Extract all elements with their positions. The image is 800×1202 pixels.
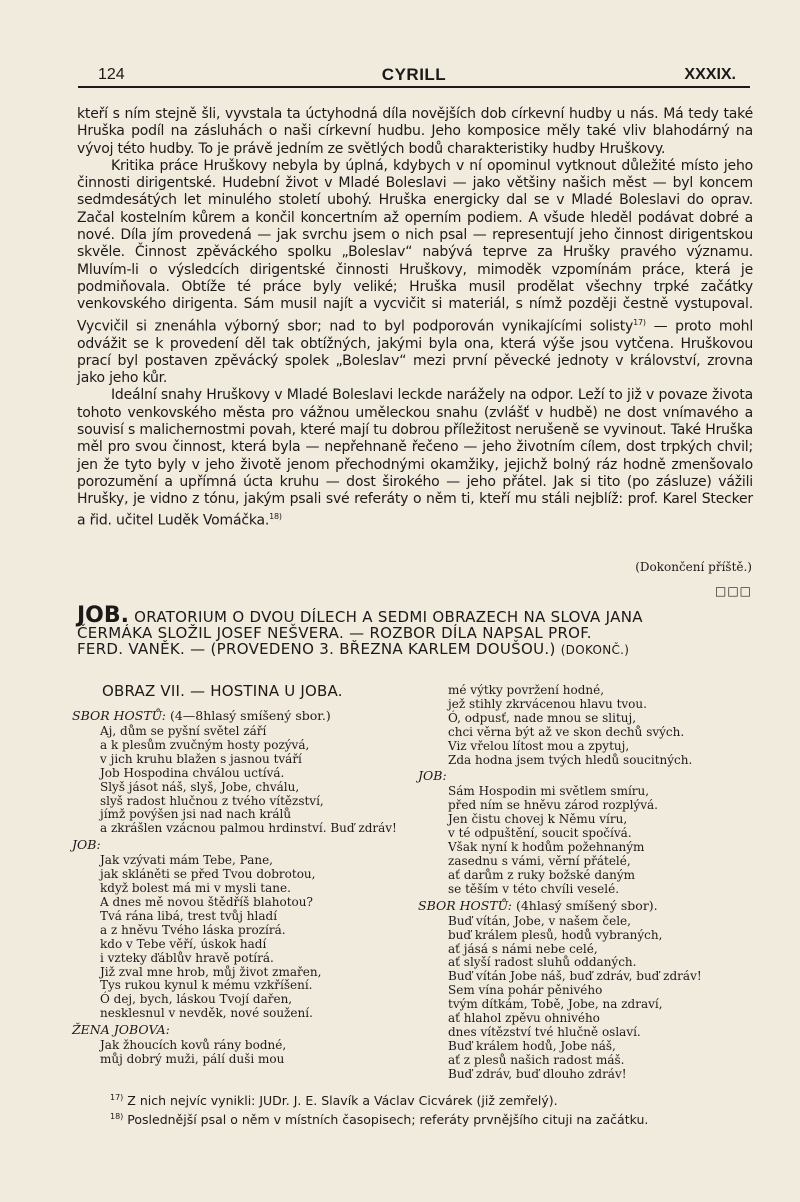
- verse-line: Buď králem hodů, Jobe náš,: [448, 1038, 616, 1053]
- footnote-17: [110, 1090, 750, 1109]
- job-heading-cont: (DOKONČ.): [560, 643, 630, 657]
- paragraph-2: [77, 158, 753, 388]
- verse-line: ať darům z ruky božské daným: [448, 867, 636, 882]
- job-heading-text-1: ORATORIUM O DVOU DÍLECH A SEDMI OBRAZECH NA SLOVA JANA: [134, 608, 643, 626]
- verse-line: v jich kruhu blažen s jasnou tváří: [100, 751, 302, 766]
- verse-line: Sem vína pohár pěnivého: [448, 983, 603, 998]
- paragraph-3: [77, 387, 753, 530]
- verse-line: Ó dej, bych, láskou Tvojí dařen,: [100, 992, 293, 1007]
- verse-line: slyš radost hlučnou z tvého vítězství,: [100, 793, 324, 808]
- article-body: [77, 106, 753, 530]
- scene-title: OBRAZ VII. — HOSTINA U JOBA.: [102, 682, 343, 700]
- libretto-right-column: [418, 684, 758, 1082]
- speaker-job: JOB:: [72, 837, 101, 853]
- verse-line: tvým dítkám, Tobě, Jobe, na zdraví,: [448, 997, 663, 1012]
- verse-block: [72, 854, 422, 1021]
- verse-line: před ním se hněvu zárod rozplývá.: [448, 798, 658, 813]
- verse-line: a k plesům zvučným hosty pozývá,: [100, 737, 310, 752]
- verse-block: [72, 1039, 422, 1067]
- verse-line: Slyš jásot náš, slyš, Jobe, chválu,: [100, 779, 300, 794]
- speaker-label: SBOR HOSTŮ:: [72, 708, 166, 723]
- speaker-label: SBOR HOSTŮ:: [418, 897, 512, 913]
- verse-line: ať jásá s námi nebe celé,: [448, 941, 598, 956]
- verse-line: Buď zdráv, buď dlouho zdráv!: [448, 1066, 627, 1081]
- speaker-job: JOB:: [418, 768, 447, 784]
- volume-number: XXXIX.: [684, 66, 736, 83]
- journal-title: CYRILL: [381, 65, 447, 84]
- verse-line: Jak žhoucích kovů rány bodné,: [100, 1038, 287, 1053]
- verse-line: v té odpuštění, soucit spočívá.: [448, 826, 632, 841]
- job-heading-line-1: [77, 603, 753, 628]
- job-article-heading: [77, 603, 753, 658]
- verse-line: chci věrna být až ve skon dechů svých.: [448, 724, 685, 739]
- verse-block: [72, 725, 422, 836]
- verse-line: Jak vzývati mám Tebe, Pane,: [100, 853, 273, 868]
- verse-block: [418, 684, 758, 767]
- job-title: JOB.: [77, 603, 130, 628]
- footnote-number: 18): [110, 1112, 124, 1122]
- job-heading-line-3: [77, 641, 753, 658]
- verse-line: ať z plesů našich radost máš.: [448, 1052, 625, 1067]
- page-number: 124: [98, 66, 125, 83]
- paragraph-2-text: Kritika práce Hruškovy nebyla by úplná, kdybych v ní opominul vytknout důležité místo jeho činnosti dirigentské. Hudební život v Mladé Boleslavi — jako většiny našich měst — byl koncem sedmdesátých let minulého století ubohý. Hruška energicky dal se v Mladé Boleslavi do oprav. Začal kostelním kůrem a končil koncertním až operním podiem. A všude hleděl podávat dobré a nové. Díla jím provedená — jak svrchu jsem o nich psal — representují jeho činnost dirigentskou skvěle. Činnost zpěváckého spolku „Boleslav“ nabývá teprve za Hrušky pravého významu. Mluvím-li o výsledcích dirigentské činnosti Hruškovy, mimoděk vzpomínám práce, která je podmiňovala. Obtíže té práce byly veliké; Hruška musil prodělat všechny trpké začátky venkovského dirigenta. Sám musil najít a vycvičit si materiál, s nímž později čestně vystupoval. Vycvičil si znenáhla výborný sbor; nad to byl podporován vynikajícími solisty: [77, 157, 753, 335]
- speaker-note: (4—8hlasý smíšený sbor.): [165, 708, 331, 723]
- verse-line: dnes vítězství tvé hlučně oslaví.: [448, 1024, 641, 1039]
- verse-line: buď králem plesů, hodů vybraných,: [448, 927, 663, 942]
- footnote-text: Z nich nejvíc vynikli: JUDr. J. E. Slavík a Václav Cicvárek (již zemřelý).: [123, 1093, 558, 1109]
- job-heading-text-3: FERD. VANĚK. — (PROVEDENO 3. BŘEZNA KARLEM DOUŠOU.): [77, 640, 556, 658]
- job-heading-line-2: ČERMÁKA SLOŽIL JOSEF NEŠVERA. — ROZBOR DÍLA NAPSAL PROF.: [77, 624, 592, 642]
- speaker-zena-jobova: ŽENA JOBOVA:: [72, 1022, 170, 1038]
- verse-line: Aj, dům se pyšní světel září: [100, 724, 267, 738]
- footnote-text: Poslednější psal o něm v místních časopisech; referáty prvnějšího cituji na začátku.: [123, 1112, 649, 1128]
- verse-block: [418, 915, 758, 1082]
- verse-line: jak skláněti se před Tvou dobrotou,: [100, 867, 316, 882]
- verse-line: Však nyní k hodům požehnaným: [448, 840, 645, 855]
- paragraph-1: kteří s ním stejně šli, vyvstala ta úctyhodná díla novějších dob církevní hudby u nás. Má tedy také Hruška podíl na zásluhách o naši církevní hudbu. Jeho komposice měly také vliv blahodárný na vývoj této hudby. To je právě jedním ze světlých bodů charakteristiky hudby Hruškovy.: [77, 106, 753, 157]
- verse-line: Jen čistu chovej k Němu víru,: [448, 812, 628, 827]
- verse-line: A dnes mě novou štědříš blahotou?: [100, 894, 313, 909]
- verse-line: nesklesnul v nevděk, nové soužení.: [100, 1006, 313, 1021]
- verse-line: Již zval mne hrob, můj život zmařen,: [100, 964, 322, 979]
- verse-line: zasednu s vámi, věrní přátelé,: [448, 853, 631, 868]
- paragraph-2-tail: — proto mohl odvážit se k provedení děl tak obtížných, jakými byla ona, která výše jsou vytčena. Hruškovou prací byl postaven zpěvácký spolek „Boleslav“ mezi první pěvecké jednoty v království, zrovna jako jeho kůr.: [77, 318, 754, 387]
- footnote-18: [110, 1109, 750, 1128]
- verse-line: Viz vřelou lítost mou a zpytuj,: [448, 738, 630, 753]
- verse-line: Ó, odpusť, nade mnou se slituj,: [448, 710, 637, 725]
- verse-line: jež stihly zkrvácenou hlavu tvou.: [448, 696, 647, 711]
- verse-line: Buď vítán Jobe náš, buď zdráv, buď zdráv!: [448, 969, 702, 984]
- verse-line: kdo v Tebe věří, úskok hadí: [100, 936, 267, 951]
- speaker-sbor-hostu: [72, 708, 422, 723]
- verse-line: se těším v této chvíli veselé.: [448, 881, 620, 896]
- verse-line: Buď vítán, Jobe, v našem čele,: [448, 913, 631, 928]
- footnote-number: 17): [110, 1093, 124, 1102]
- paragraph-3-text: Ideální snahy Hruškovy v Mladé Boleslavi leckde narážely na odpor. Leží to již v povaze života tohoto venkovského města pro vážnou uměleckou snahu (zvlášť v hudbě) ne dost vnímavého a souvisí s malichernostmi povah, které mají tu dobrou příležitost nerušeně se vyvinout. Také Hruška měl pro svou činnost, která byla — nepřehnaně řečeno — jeho životním cílem, dost trpkých chvil; jen že tyto byly v jeho životě jenom přechodnými okamžiky, jejichž bolný ráz hodně zmenšovalo porozumění a upřímná úcta kruhu — dost širokého — jeho přátel. Jak si tito (po zásluze) vážili Hrušky, je vidno z tónu, jakým psali své referáty o něm ti, kteří mu stáli nejblíž: prof. Karel Stecker a řid. učitel Luděk Vomáčka.: [77, 387, 753, 530]
- running-header: [78, 64, 750, 88]
- verse-line: a zkrášlen vzácnou palmou hrdinství. Buď zdráv!: [100, 821, 397, 836]
- verse-line: a z hněvu Tvého láska prozírá.: [100, 922, 286, 937]
- footnote-ref-17: 17): [633, 317, 646, 327]
- speaker-note: (4hlasý smíšený sbor).: [511, 897, 658, 913]
- verse-line: jímž povýšen jsi nad nach králů: [100, 807, 292, 822]
- footnotes: [110, 1090, 750, 1128]
- verse-line: můj dobrý muži, pálí duši mou: [100, 1052, 285, 1067]
- verse-line: Tvá rána libá, trest tvůj hladí: [100, 908, 278, 923]
- verse-line: Zda hodna jsem tvých hledů soucitných.: [448, 752, 693, 767]
- verse-block: [418, 785, 758, 896]
- verse-line: i vzteky ďáblův hravě potírá.: [100, 950, 274, 965]
- verse-line: Sám Hospodin mi světlem smíru,: [448, 784, 650, 799]
- verse-line: ať slyší radost sluhů oddaných.: [448, 955, 637, 970]
- footnote-ref-18: 18): [269, 512, 282, 522]
- speaker-sbor-hostu: [418, 898, 758, 913]
- verse-line: ať hlahol zpěvu ohnivého: [448, 1011, 600, 1026]
- verse-line: když bolest má mi v mysli tane.: [100, 881, 291, 896]
- libretto-left-column: [72, 682, 422, 1067]
- section-separator: □□□: [714, 584, 752, 598]
- verse-line: Tys rukou kynul k mému vzkříšení.: [100, 978, 313, 993]
- verse-line: mé výtky povržení hodné,: [448, 683, 605, 697]
- verse-line: Job Hospodina chválou uctívá.: [100, 765, 285, 780]
- continuation-note: (Dokončení příště.): [635, 560, 752, 574]
